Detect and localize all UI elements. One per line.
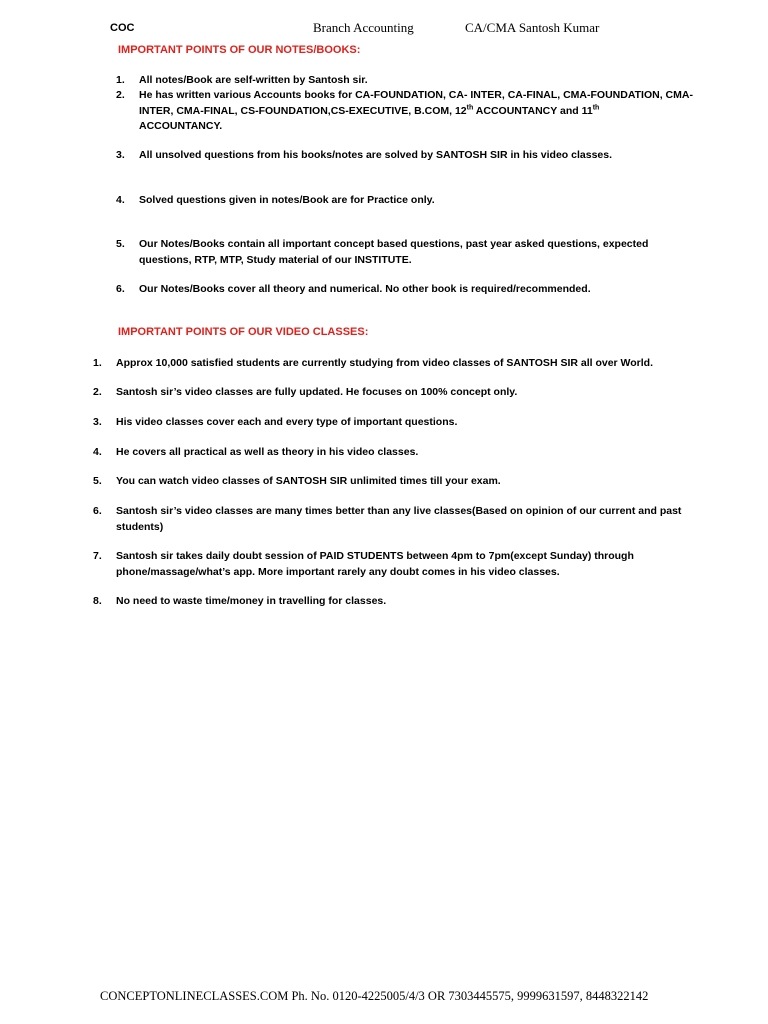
list-text-part: ACCOUNTANCY and 11: [473, 104, 593, 117]
header-author: CA/CMA Santosh Kumar: [465, 20, 600, 35]
list-text: His video classes cover each and every type of important questions.: [116, 416, 458, 428]
list-text: Santosh sir’s video classes are fully updated. He focuses on 100% concept only.: [116, 386, 518, 398]
list-number: 6.: [93, 505, 102, 517]
list-number: 2.: [93, 386, 102, 398]
list-number: 4.: [93, 446, 102, 458]
list-number: 5.: [116, 238, 125, 250]
list-text: All notes/Book are self-written by Santosh sir.: [139, 74, 368, 86]
list-text: You can watch video classes of SANTOSH SIR unlimited times till your exam.: [116, 475, 501, 487]
list-text: [139, 88, 699, 135]
video-section-title: IMPORTANT POINTS OF OUR VIDEO CLASSES:: [118, 326, 369, 338]
list-number: 1.: [116, 74, 125, 86]
notes-section-title: IMPORTANT POINTS OF OUR NOTES/BOOKS:: [118, 44, 361, 56]
footer-contact: CONCEPTONLINECLASSES.COM Ph. No. 0120-4225005/4/3 OR 7303445575, 9999631597, 8448322142: [100, 989, 649, 1003]
list-text: All unsolved questions from his books/notes are solved by SANTOSH SIR in his video classes.: [139, 149, 613, 161]
list-text: Santosh sir’s video classes are many times better than any live classes(Based on opinion of our current and past students): [116, 505, 682, 533]
list-text-part: He has written various Accounts books for CA-FOUNDATION, CA- INTER, CA-FINAL, CMA-FOUNDATION, CMA-INTER, CMA-FINAL, CS-FOUNDATION,CS-EXECUTIVE, B.COM, 12: [139, 89, 693, 117]
list-number: 5.: [93, 475, 102, 487]
list-number: 1.: [93, 357, 102, 369]
list-text: Our Notes/Books contain all important concept based questions, past year asked questions, expected questions, RTP, MTP, Study material of our INSTITUTE.: [139, 238, 649, 266]
list-number: 2.: [116, 89, 125, 101]
list-text: Approx 10,000 satisfied students are currently studying from video classes of SANTOSH SIR all over World.: [116, 357, 654, 369]
list-text: He covers all practical as well as theory in his video classes.: [116, 446, 419, 458]
header-topic: Branch Accounting: [313, 20, 414, 35]
list-text: Our Notes/Books cover all theory and numerical. No other book is required/recommended.: [139, 283, 591, 295]
list-text-part: ACCOUNTANCY.: [139, 120, 223, 132]
list-number: 6.: [116, 283, 125, 295]
list-text: No need to waste time/money in travelling for classes.: [116, 595, 387, 607]
list-number: 3.: [116, 149, 125, 161]
list-text: Santosh sir takes daily doubt session of PAID STUDENTS between 4pm to 7pm(except Sunday) through phone/massage/what’s app. More important rarely any doubt comes in his video classes.: [116, 550, 634, 578]
header-brand: COC: [110, 22, 135, 34]
superscript-th: th: [592, 104, 600, 111]
list-number: 8.: [93, 595, 102, 607]
list-number: 7.: [93, 550, 102, 562]
list-text: Solved questions given in notes/Book are for Practice only.: [139, 194, 435, 206]
superscript-th: th: [466, 104, 474, 111]
list-number: 3.: [93, 416, 102, 428]
list-number: 4.: [116, 194, 125, 206]
